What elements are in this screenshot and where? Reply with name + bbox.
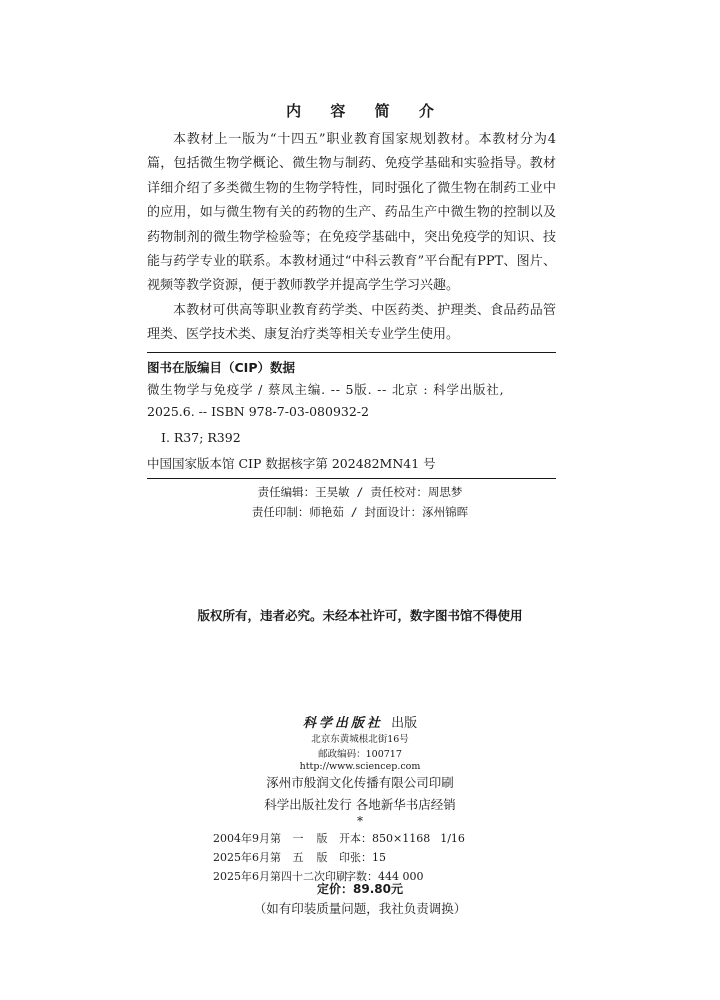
edition-number: 一 bbox=[292, 832, 304, 845]
edition-number: 五 bbox=[292, 851, 304, 864]
cip-heading: 图书在版编目（CIP）数据 bbox=[147, 360, 295, 375]
edition-spec: 字数：444 000 bbox=[345, 870, 424, 883]
cip-classification-line: Ⅰ. R37; R392 bbox=[161, 430, 241, 445]
credits-line-production: 责任印制：师艳茹 / 封面设计：涿州锦晖 bbox=[251, 505, 469, 519]
edition-spec: 印张：15 bbox=[339, 851, 386, 864]
cip-record-number: 中国国家版本馆 CIP 数据核字第 202482MN41 号 bbox=[147, 456, 436, 471]
price: 定价：89.80元 bbox=[317, 882, 403, 896]
publisher-address: 北京东黄城根北街16号 bbox=[311, 734, 409, 745]
edition-table bbox=[213, 829, 465, 886]
edition-date: 2025年6月第 bbox=[213, 851, 281, 864]
edition-row bbox=[213, 848, 465, 867]
edition-spec: 开本：850×1168 bbox=[339, 832, 431, 845]
publisher-website: http://www.sciencep.com bbox=[299, 761, 421, 772]
page-title: 内 容 简 介 bbox=[286, 102, 446, 120]
content-summary bbox=[147, 128, 556, 348]
publisher-suffix: 出版 bbox=[391, 716, 418, 731]
edition-extra: 1/16 bbox=[440, 832, 465, 845]
publisher-logo: 科学出版社 bbox=[302, 716, 383, 731]
summary-paragraph: 本教材可供高等职业教育药学类、中医药类、护理类、食品药品管理类、医学技术类、康复治疗类等相关专业学生使用。 bbox=[147, 302, 556, 343]
quality-notice: （如有印装质量问题，我社负责调换） bbox=[253, 901, 467, 916]
publisher-postcode: 邮政编码：100717 bbox=[318, 749, 402, 760]
publisher-line bbox=[0, 712, 720, 731]
edition-label: 版 bbox=[316, 851, 328, 864]
cip-data-block bbox=[147, 352, 556, 479]
edition-label: 版 bbox=[316, 832, 328, 845]
distribution-line: 科学出版社发行 各地新华书店经销 bbox=[264, 797, 456, 812]
credits-line-editors: 责任编辑：王昊敏 / 责任校对：周思梦 bbox=[257, 485, 463, 499]
edition-row bbox=[213, 829, 465, 848]
cip-isbn-line: 2025.6. -- ISBN 978-7-03-080932-2 bbox=[147, 404, 369, 419]
summary-paragraph: 本教材上一版为“十四五”职业教育国家规划教材。本教材分为4篇，包括微生物学概论、微生物与制药、免疫学基础和实验指导。教材详细介绍了多类微生物的生物学特性，同时强化了微生物在制药工业中的应用，如与微生物有关的药物的生产、药品生产中微生物的控制以及药物制剂的微生物学检验等；在免疫学基础中，突出免疫学的知识、技能与药学专业的联系。本教材通过“中科云教育”平台配有PPT、图片、视频等教学资源，便于教师教学并提高学生学习兴趣。 bbox=[147, 132, 556, 294]
edition-date: 2025年6月第四十二次印刷 bbox=[213, 870, 347, 883]
editorial-credits bbox=[0, 482, 720, 522]
copyright-notice: 版权所有，违者必究。未经本社许可，数字图书馆不得使用 bbox=[197, 608, 523, 623]
cip-bibliographic-line: 微生物学与免疫学 / 蔡凤主编. -- 5版. -- 北京 : 科学出版社, bbox=[147, 382, 505, 397]
edition-date: 2004年9月第 bbox=[213, 832, 281, 845]
printer-line: 涿州市般润文化传播有限公司印刷 bbox=[266, 775, 454, 790]
separator-star: * bbox=[357, 814, 363, 828]
